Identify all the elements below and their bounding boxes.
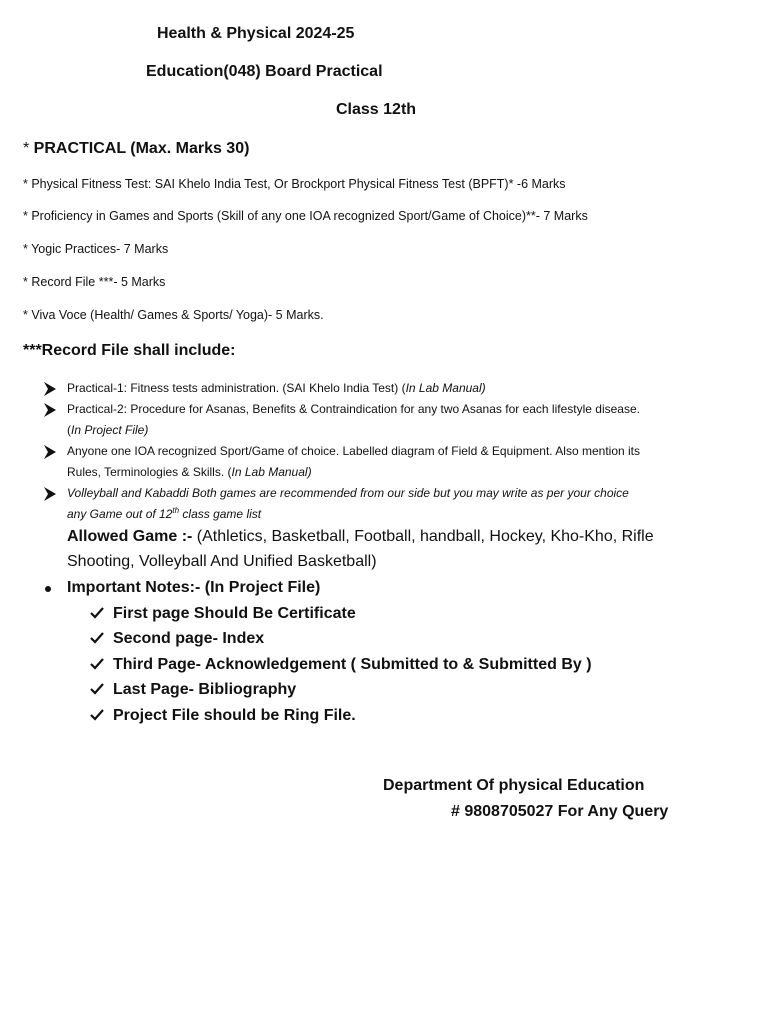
checkmark-icon [90, 657, 104, 671]
checkmark-icon [90, 631, 104, 645]
practical-heading-text: PRACTICAL (Max. Marks 30) [33, 140, 250, 157]
record-item-3-text: Rules, Terminologies & Skills. ( [67, 465, 232, 479]
practical-item-5: * Viva Voce (Health/ Games & Sports/ Yoga)- 5 Marks. [23, 308, 324, 322]
header-line-3: Class 12th [336, 101, 417, 118]
record-item-4-text-a: any Game out of 12 [67, 507, 173, 521]
practical-item-4: * Record File ***- 5 Marks [23, 275, 166, 289]
header-line-2: Education(048) Board Practical [146, 63, 383, 80]
header-line-1: Health & Physical 2024-25 [157, 25, 355, 42]
notes-heading: Important Notes:- (In Project File) [67, 579, 321, 596]
allowed-games-line-1 [67, 528, 654, 546]
record-item-2-line-2 [67, 423, 148, 437]
note-item-4: Last Page- Bibliography [113, 681, 297, 698]
checkmark-icon [90, 606, 104, 620]
practical-item-3: * Yogic Practices- 7 Marks [23, 242, 169, 256]
bullet-dot-icon [45, 586, 51, 592]
record-file-heading: ***Record File shall include: [23, 342, 236, 359]
record-item-4-line-2 [67, 507, 261, 521]
checkmark-icon [90, 682, 104, 696]
checkmark-icon [90, 708, 104, 722]
practical-item-1: * Physical Fitness Test: SAI Khelo India Test, Or Brockport Physical Fitness Test (BPFT)* -6 Marks [23, 177, 566, 191]
record-item-3-line-1: Anyone one IOA recognized Sport/Game of choice. Labelled diagram of Field & Equipment. Also mention its [67, 444, 640, 458]
note-item-3: Third Page- Acknowledgement ( Submitted to & Submitted By ) [113, 656, 592, 673]
allowed-games-list-1: (Athletics, Basketball, Football, handball, Hockey, Kho-Kho, Rifle [196, 528, 654, 545]
record-item-3-line-2 [67, 465, 312, 479]
record-item-4-line-1: Volleyball and Kabaddi Both games are recommended from our side but you may write as per your choice [67, 486, 629, 500]
practical-item-2: * Proficiency in Games and Sports (Skill of any one IOA recognized Sport/Game of Choice)**- 7 Marks [23, 209, 588, 223]
record-item-2-line-1: Practical-2: Procedure for Asanas, Benefits & Contraindication for any two Asanas for each lifestyle disease. [67, 402, 640, 416]
note-item-5: Project File should be Ring File. [113, 707, 356, 724]
record-item-1-note: In Lab Manual) [405, 381, 486, 395]
allowed-games-line-2: Shooting, Volleyball And Unified Basketball) [67, 553, 377, 570]
record-item-1-text: Practical-1: Fitness tests administration. (SAI Khelo India Test) ( [67, 381, 406, 395]
arrow-bullet-icon [44, 382, 56, 396]
record-item-2-open: ( [67, 423, 71, 437]
record-item-2-note: In Project File) [71, 423, 149, 437]
arrow-bullet-icon [44, 403, 56, 417]
practical-heading [23, 140, 249, 158]
record-item-4-text-b: class game list [179, 507, 262, 521]
note-item-2: Second page- Index [113, 630, 265, 647]
arrow-bullet-icon [44, 487, 56, 501]
allowed-games-label: Allowed Game :- [67, 528, 197, 545]
footer-contact: # 9808705027 For Any Query [451, 803, 669, 820]
note-item-1: First page Should Be Certificate [113, 605, 356, 622]
record-item-4-superscript: th [172, 506, 180, 515]
record-item-1 [67, 381, 486, 395]
practical-heading-prefix: * [23, 140, 34, 157]
record-item-3-note: In Lab Manual) [231, 465, 312, 479]
arrow-bullet-icon [44, 445, 56, 459]
footer-department: Department Of physical Education [383, 777, 645, 794]
